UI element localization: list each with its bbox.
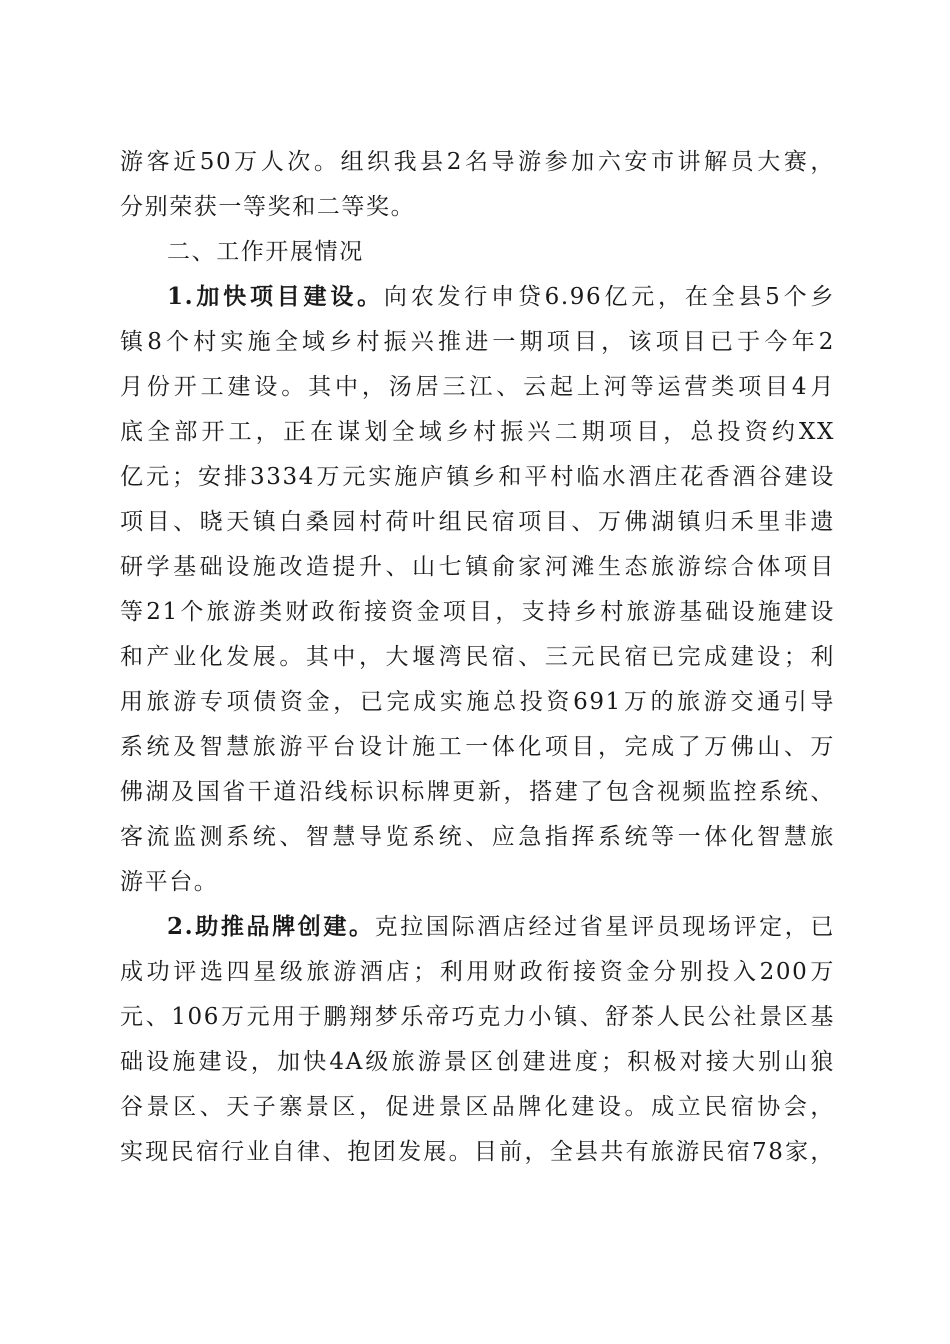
item1-line: 和产业化发展。其中，大堰湾民宿、三元民宿已完成建设；利 xyxy=(120,644,835,670)
item1-line: 镇8个村实施全域乡村振兴推进一期项目，该项目已于今年2 xyxy=(120,329,835,355)
item1-line: 用旅游专项债资金，已完成实施总投资691万的旅游交通引导 xyxy=(120,689,835,715)
item1-line: 客流监测系统、智慧导览系统、应急指挥系统等一体化智慧旅 xyxy=(120,824,835,850)
item2-line: 础设施建设，加快4A级旅游景区创建进度；积极对接大别山狼 xyxy=(120,1049,835,1075)
item1-line: 项目、晓天镇白桑园村荷叶组民宿项目、万佛湖镇归禾里非遗 xyxy=(120,509,835,535)
section-heading: 二、工作开展情况 xyxy=(167,239,364,265)
intro-line-1: 游客近50万人次。组织我县2名导游参加六安市讲解员大赛， xyxy=(120,149,835,175)
item2-title: 2.助推品牌创建。 xyxy=(167,913,375,940)
item1-line: 游平台。 xyxy=(120,869,219,895)
item1-title: 1.加快项目建设。 xyxy=(167,283,384,310)
item2-line: 实现民宿行业自律、抱团发展。目前，全县共有旅游民宿78家， xyxy=(120,1139,835,1165)
item1-line: 等21个旅游类财政衔接资金项目，支持乡村旅游基础设施建设 xyxy=(120,599,835,625)
item2-first-line xyxy=(167,912,835,942)
item1-line: 亿元；安排3334万元实施庐镇乡和平村临水酒庄花香酒谷建设 xyxy=(120,464,835,490)
item2-line: 元、106万元用于鹏翔梦乐帝巧克力小镇、舒茶人民公社景区基 xyxy=(120,1004,835,1030)
item1-line: 佛湖及国省干道沿线标识标牌更新，搭建了包含视频监控系统、 xyxy=(120,779,835,805)
item2-first-line-text: 克拉国际酒店经过省星评员现场评定，已 xyxy=(374,914,835,940)
item1-first-line xyxy=(167,282,835,312)
item1-line: 月份开工建设。其中，汤居三江、云起上河等运营类项目4月 xyxy=(120,374,835,400)
item1-line: 研学基础设施改造提升、山七镇俞家河滩生态旅游综合体项目 xyxy=(120,554,835,580)
item2-line: 成功评选四星级旅游酒店；利用财政衔接资金分别投入200万 xyxy=(120,959,835,985)
item1-first-line-text: 向农发行申贷6.96亿元，在全县5个乡 xyxy=(383,284,835,310)
item2-line: 谷景区、天子寨景区，促进景区品牌化建设。成立民宿协会， xyxy=(120,1094,835,1120)
intro-line-2: 分别荣获一等奖和二等奖。 xyxy=(120,194,416,220)
item1-line: 系统及智慧旅游平台设计施工一体化项目，完成了万佛山、万 xyxy=(120,734,835,760)
item1-line: 底全部开工，正在谋划全域乡村振兴二期项目，总投资约XX xyxy=(120,419,835,445)
